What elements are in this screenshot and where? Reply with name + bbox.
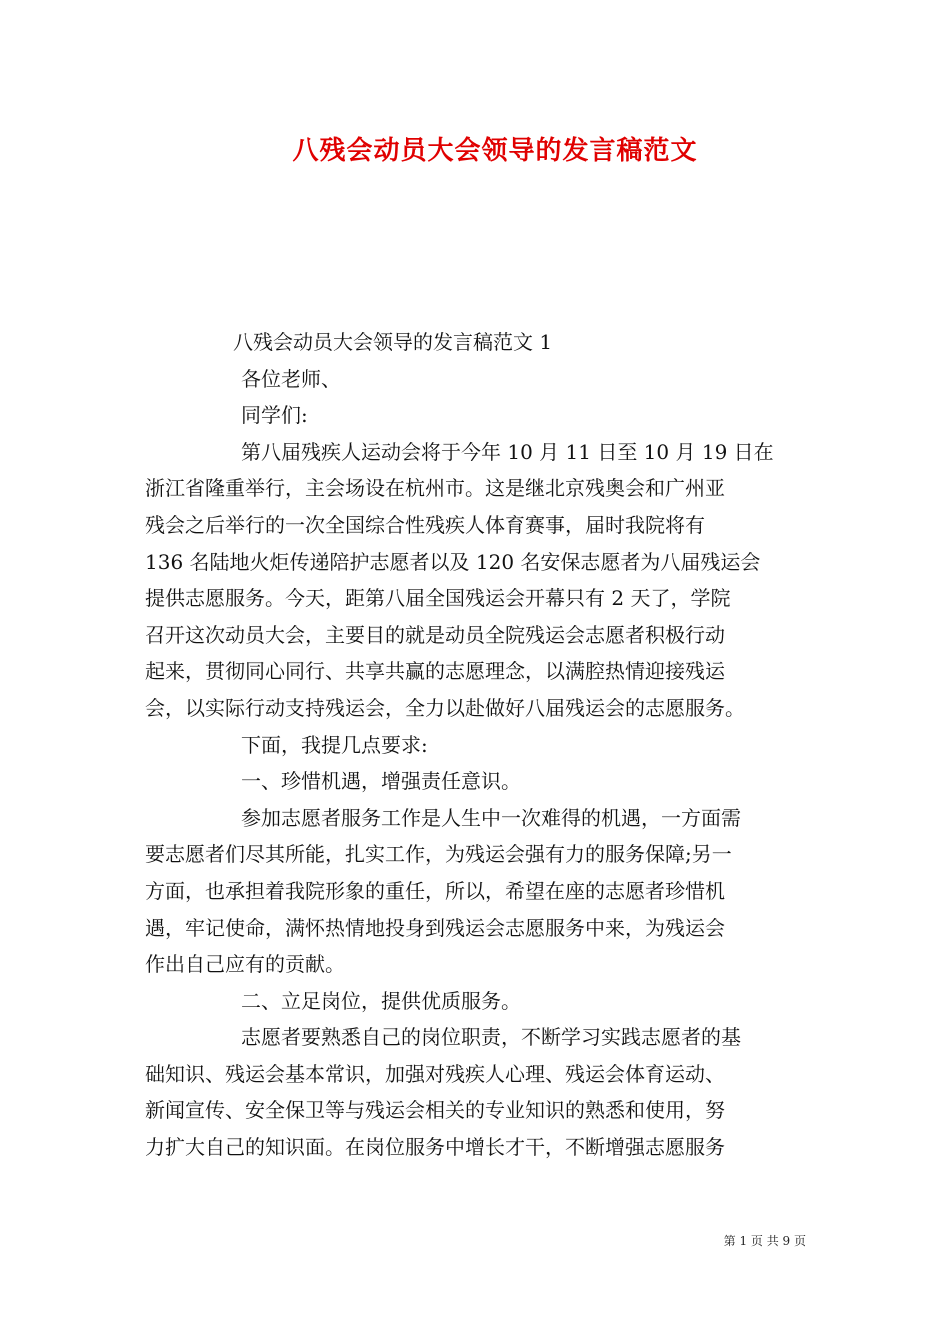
text-line: 同学们:: [241, 403, 308, 428]
text-line: 力扩大自己的知识面。在岗位服务中增长才干，不断增强志愿服务: [145, 1135, 725, 1160]
text-line: 会，以实际行动支持残运会，全力以赴做好八届残运会的志愿服务。: [145, 695, 745, 720]
text-line: 新闻宣传、安全保卫等与残运会相关的专业知识的熟悉和使用，努: [145, 1098, 725, 1123]
page-number-footer: 第 1 页 共 9 页: [723, 1234, 806, 1248]
text-line: 参加志愿者服务工作是人生中一次难得的机遇，一方面需: [241, 805, 741, 830]
text-line: 召开这次动员大会，主要目的就是动员全院残运会志愿者积极行动: [145, 622, 725, 647]
text-line: 浙江省隆重举行，主会场设在杭州市。这是继北京残奥会和广州亚: [145, 476, 725, 501]
text-line: 作出自己应有的贡献。: [145, 952, 345, 977]
text-line: 提供志愿服务。今天，距第八届全国残运会开幕只有 2 天了，学院: [145, 586, 731, 611]
text-line: 一、珍惜机遇，增强责任意识。: [241, 769, 521, 794]
text-line: 二、立足岗位，提供优质服务。: [241, 988, 521, 1013]
text-line: 136 名陆地火炬传递陪护志愿者以及 120 名安保志愿者为八届残运会: [145, 549, 761, 574]
text-line: 遇，牢记使命，满怀热情地投身到残运会志愿服务中来，为残运会: [145, 915, 725, 940]
text-line: 各位老师、: [241, 366, 341, 391]
text-line: 志愿者要熟悉自己的岗位职责，不断学习实践志愿者的基: [241, 1025, 741, 1050]
text-line: 残会之后举行的一次全国综合性残疾人体育赛事，届时我院将有: [145, 512, 705, 537]
text-line: 起来，贯彻同心同行、共享共赢的志愿理念，以满腔热情迎接残运: [145, 659, 725, 684]
text-line: 要志愿者们尽其所能，扎实工作，为残运会强有力的服务保障;另一: [145, 842, 732, 867]
text-line: 础知识、残运会基本常识，加强对残疾人心理、残运会体育运动、: [145, 1061, 725, 1086]
page-title: 八残会动员大会领导的发言稿范文: [292, 136, 698, 166]
document-subtitle: 八残会动员大会领导的发言稿范文 1: [233, 330, 553, 354]
document-body: [145, 324, 811, 1166]
text-line: 方面，也承担着我院形象的重任，所以，希望在座的志愿者珍惜机: [145, 878, 725, 903]
text-line: 下面，我提几点要求:: [241, 732, 428, 757]
text-line: 第八届残疾人运动会将于今年 10 月 11 日至 10 月 19 日在: [241, 439, 774, 464]
